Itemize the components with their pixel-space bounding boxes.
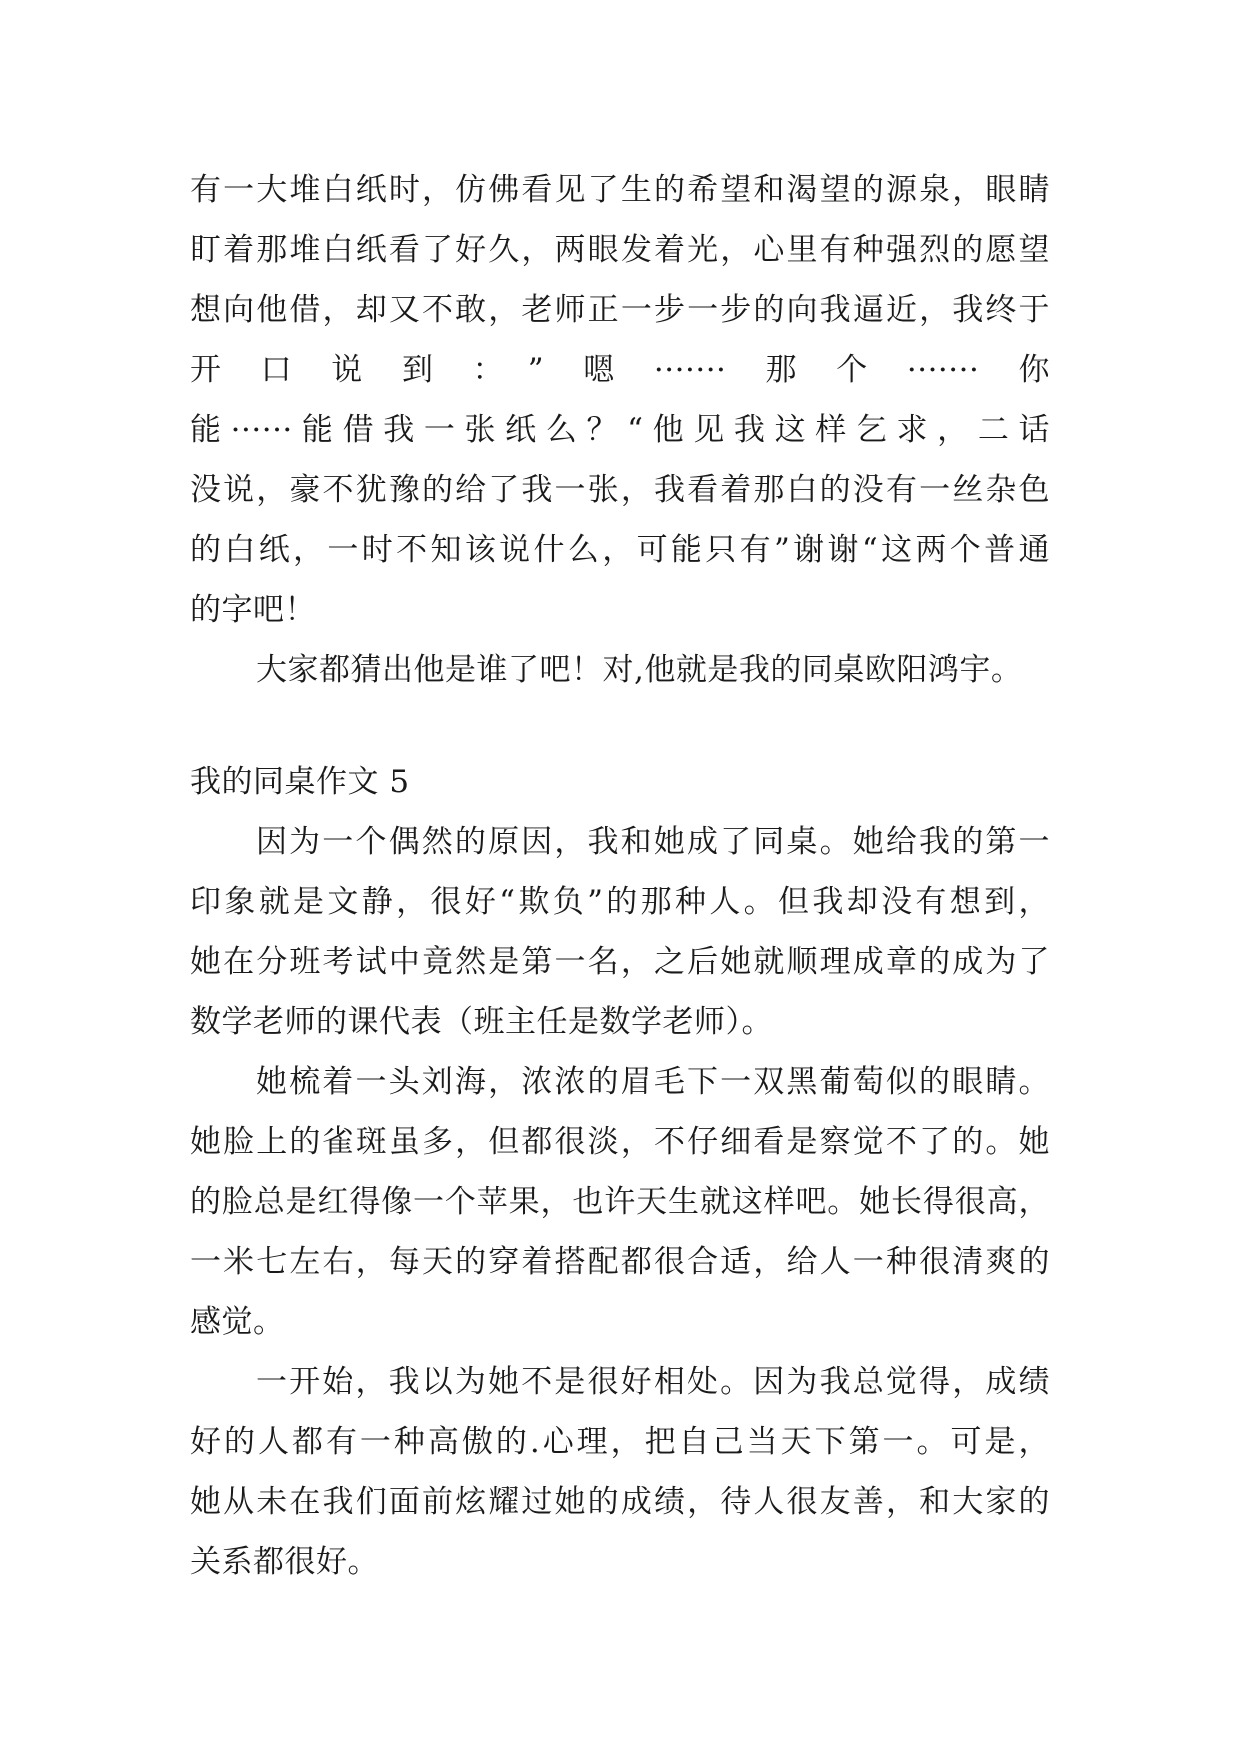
text-line: 盯着那堆白纸看了好久，两眼发着光，心里有种强烈的愿望: [190, 232, 1050, 268]
text-line: 她在分班考试中竟然是第一名，之后她就顺理成章的成为了: [190, 944, 1050, 980]
text-line: 的白纸，一时不知该说什么，可能只有”谢谢“这两个普通: [190, 532, 1050, 568]
document-body: [190, 160, 1050, 1592]
text-line: 开口说到：”嗯·······那个·······你: [190, 352, 1050, 388]
text-line: 能······能借我一张纸么？“他见我这样乞求，二话: [190, 412, 1050, 448]
text-line: 印象就是文静，很好“欺负”的那种人。但我却没有想到，: [190, 884, 1050, 920]
essay-paragraph-3: [190, 1352, 1050, 1592]
text-line: 因为一个偶然的原因，我和她成了同桌。她给我的第一: [256, 824, 1050, 860]
text-line: 她从未在我们面前炫耀过她的成绩，待人很友善，和大家的: [190, 1484, 1050, 1520]
text-line: 她脸上的雀斑虽多，但都很淡，不仔细看是察觉不了的。她: [190, 1124, 1050, 1160]
continuation-paragraph: [190, 160, 1050, 640]
closing-paragraph: [190, 640, 1050, 700]
text-line: 数学老师的课代表（班主任是数学老师）。: [190, 1004, 773, 1040]
text-line: 一米七左右，每天的穿着搭配都很合适，给人一种很清爽的: [190, 1244, 1050, 1280]
text-line: 关系都很好。: [190, 1544, 379, 1580]
essay-paragraph-2: [190, 1052, 1050, 1352]
text-line: 她梳着一头刘海，浓浓的眉毛下一双黑葡萄似的眼睛。: [256, 1064, 1050, 1100]
text-line: 的脸总是红得像一个苹果，也许天生就这样吧。她长得很高，: [190, 1184, 1050, 1220]
text-line: 感觉。: [190, 1304, 285, 1340]
text-line: 好的人都有一种高傲的.心理，把自己当天下第一。可是，: [190, 1424, 1050, 1460]
text-line: 没说，豪不犹豫的给了我一张，我看着那白的没有一丝杂色: [190, 472, 1050, 508]
section-gap: [190, 700, 1050, 752]
essay-paragraph-1: [190, 812, 1050, 1052]
essay-title: 我的同桌作文 5: [190, 764, 410, 800]
text-line: 大家都猜出他是谁了吧！对,他就是我的同桌欧阳鸿宇。: [256, 652, 1023, 688]
text-line: 有一大堆白纸时，仿佛看见了生的希望和渴望的源泉，眼睛: [190, 172, 1050, 208]
text-line: 的字吧！: [190, 592, 316, 628]
text-line: 一开始，我以为她不是很好相处。因为我总觉得，成绩: [256, 1364, 1050, 1400]
text-line: 想向他借，却又不敢，老师正一步一步的向我逼近，我终于: [190, 292, 1050, 328]
